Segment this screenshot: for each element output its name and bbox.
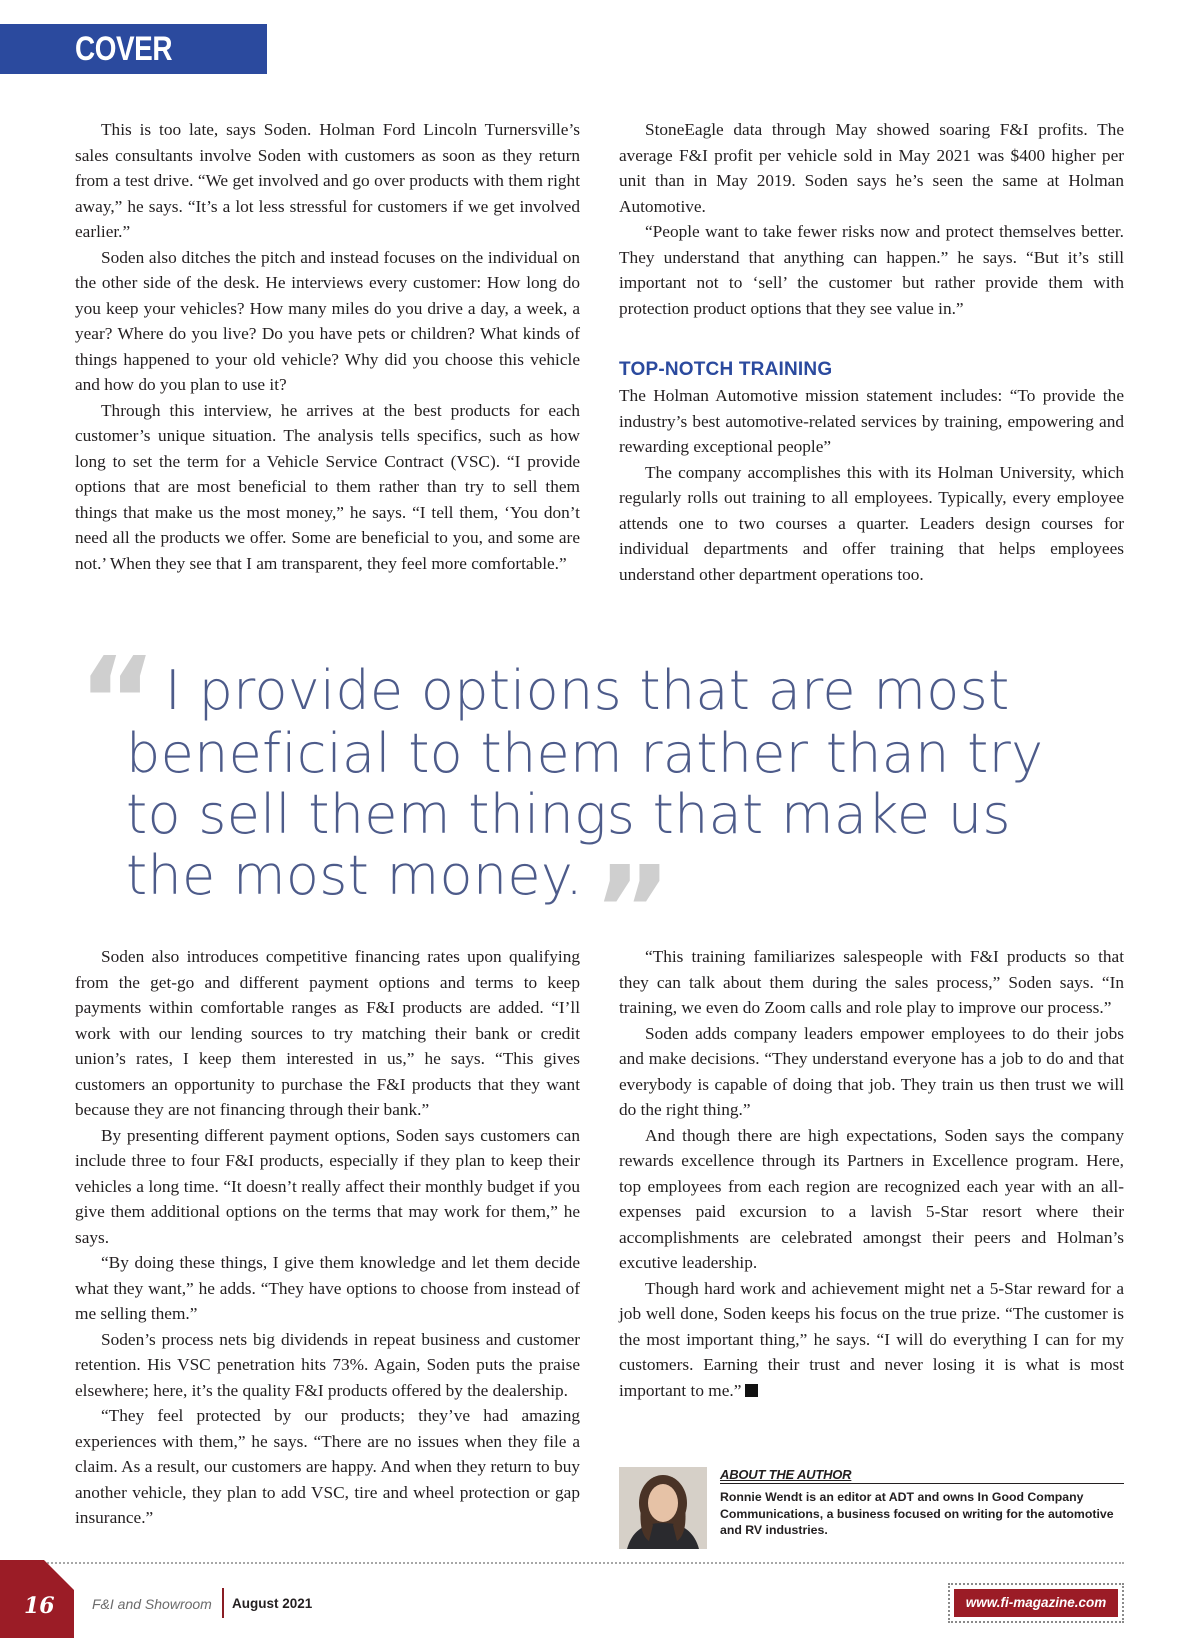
paragraph: Soden adds company leaders empower employees to do their jobs and make decisions. “They understand everyone has a job to do and that everybody is capable of doing that job. They train us then trust we will do the right thing.” (619, 1023, 1124, 1119)
paragraph: The company accomplishes this with its Holman University, which regularly rolls out training to all employees. Typically, every employee attends one to two courses a quarter. Leaders design courses for individual departments and offer training that helps employees understand other department operations too. (619, 462, 1124, 584)
paragraph: Soden also ditches the pitch and instead focuses on the individual on the other side of the desk. He interviews every customer: How long do you keep your vehicles? How many miles do you drive a day, a week, a year? Where do you live? Do you have pets or children? What kinds of things happened to your old vehicle? Why did you choose this vehicle and how do you plan to use it? (75, 247, 580, 394)
end-mark-icon (745, 1384, 758, 1397)
section-subheading: TOP-NOTCH TRAINING (619, 359, 833, 380)
paragraph: Soden also introduces competitive financing rates upon qualifying from the get-go and different payment options and terms to keep payments within comfortable ranges as F&I products are added. “I’ll work with our lending sources to try matching their bank or credit union’s rates, I keep them interested in us,” he says. “This gives customers an opportunity to purchase the F&I products that they want because they are not financing through their bank.” (75, 947, 580, 1119)
paragraph: StoneEagle data through May showed soaring F&I profits. The average F&I profit per vehicle sold in May 2021 was $400 higher per unit than in May 2019. Soden says he’s seen the same at Holman Automotive. (619, 120, 1124, 216)
top-right-column (619, 117, 1124, 587)
paragraph: Soden’s process nets big dividends in repeat business and customer retention. His VSC penetration hits 73%. Again, Soden puts the praise elsewhere; here, it’s the quality F&I products offered by the dealership. (75, 1329, 580, 1400)
paragraph: By presenting different payment options, Soden says customers can include three to four F&I products, especially if they plan to keep their vehicles a long time. “It doesn’t really affect their monthly budget if you give them additional options on the terms that may work for them,” he says. (75, 1125, 580, 1247)
pull-quote-line: to sell them things that make us (126, 783, 1011, 846)
about-the-author (619, 1467, 1124, 1549)
footer-divider (0, 1562, 1124, 1565)
website-link[interactable]: www.fi-magazine.com (954, 1589, 1118, 1617)
paragraph: And though there are high expectations, Soden says the company rewards excellence through its Partners in Excellence program. Here, top employees from each region are recognized each year with an all-expenses paid excursion to a lavish 5-Star resort where their accomplishments are celebrated amongst their peers and Holman’s excutive leadership. (619, 1125, 1124, 1272)
footer-separator (222, 1588, 224, 1618)
bottom-right-column (619, 944, 1124, 1403)
paragraph: “This training familiarizes salespeople with F&I products so that they can talk about them during the sales process,” Soden says. “In training, we even do Zoom calls and role play to improve our process.” (619, 947, 1124, 1017)
section-tag-label: COVER STORY (75, 30, 173, 118)
paragraph: The Holman Automotive mission statement includes: “To provide the industry’s best automotive-related services by training, empowering and rewarding exceptional people” (619, 386, 1124, 456)
section-tag (0, 24, 267, 118)
website-badge[interactable] (948, 1583, 1124, 1623)
close-quote-icon: ” (592, 842, 658, 981)
bottom-left-column (75, 944, 580, 1531)
issue-date: August 2021 (232, 1596, 313, 1611)
pull-quote-line: beneficial to them rather than try (126, 722, 1044, 785)
author-heading: ABOUT THE AUTHOR (720, 1467, 1124, 1484)
publication-name: F&I and Showroom (92, 1596, 212, 1612)
paragraph: Through this interview, he arrives at the best products for each customer’s unique situation. The analysis tells specifics, such as how long to set the term for a Vehicle Service Contract (VSC). “I provide options that are most beneficial to them rather than try to sell them things that make us the most money,” he says. “I tell them, ‘You don’t need all the products we offer. Some are beneficial to you, and some are not.’ When they see that I am transparent, they feel more comfortable.” (75, 400, 580, 573)
page-number: 16 (24, 1593, 55, 1619)
author-photo (619, 1467, 707, 1549)
paragraph: “By doing these things, I give them knowledge and let them decide what they want,” he adds. “They have options to choose from instead of me selling them.” (75, 1253, 580, 1323)
top-left-column (75, 117, 580, 576)
paragraph: Though hard work and achievement might net a 5-Star reward for a job well done, Soden keeps his focus on the true prize. “The customer is the most important thing,” he says. “I will do everything I can for my customers. Earning their trust and never losing it is what is most important to me.” (619, 1278, 1124, 1400)
paragraph: “People want to take fewer risks now and protect themselves better. They understand that anything can happen.” he says. “But it’s still important not to ‘sell’ the customer but rather provide them with protection product options that they see value in.” (619, 222, 1124, 318)
pull-quote-line: “ I provide options that are most (78, 633, 1010, 772)
open-quote-icon: “ (78, 633, 143, 772)
paragraph: This is too late, says Soden. Holman Ford Lincoln Turnersville’s sales consultants involve Soden with customers as soon as they return from a test drive. “We get involved and go over products with them right away,” he says. “It’s a lot less stressful for customers if we get involved earlier.” (75, 120, 580, 241)
pull-quote-line: the most money.” (126, 842, 658, 981)
pull-quote (78, 633, 1044, 981)
author-portrait-icon (619, 1467, 707, 1549)
author-bio: Ronnie Wendt is an editor at ADT and owns In Good Company Communications, a business focused on writing for the automotive and RV industries. (720, 1490, 1114, 1537)
author-text (720, 1467, 1124, 1539)
paragraph: “They feel protected by our products; they’ve had amazing experiences with them,” he says. “There are no issues when they file a claim. As a result, our customers are happy. And when they return to buy another vehicle, they plan to add VSC, tire and wheel protection or gap insurance.” (75, 1406, 580, 1527)
